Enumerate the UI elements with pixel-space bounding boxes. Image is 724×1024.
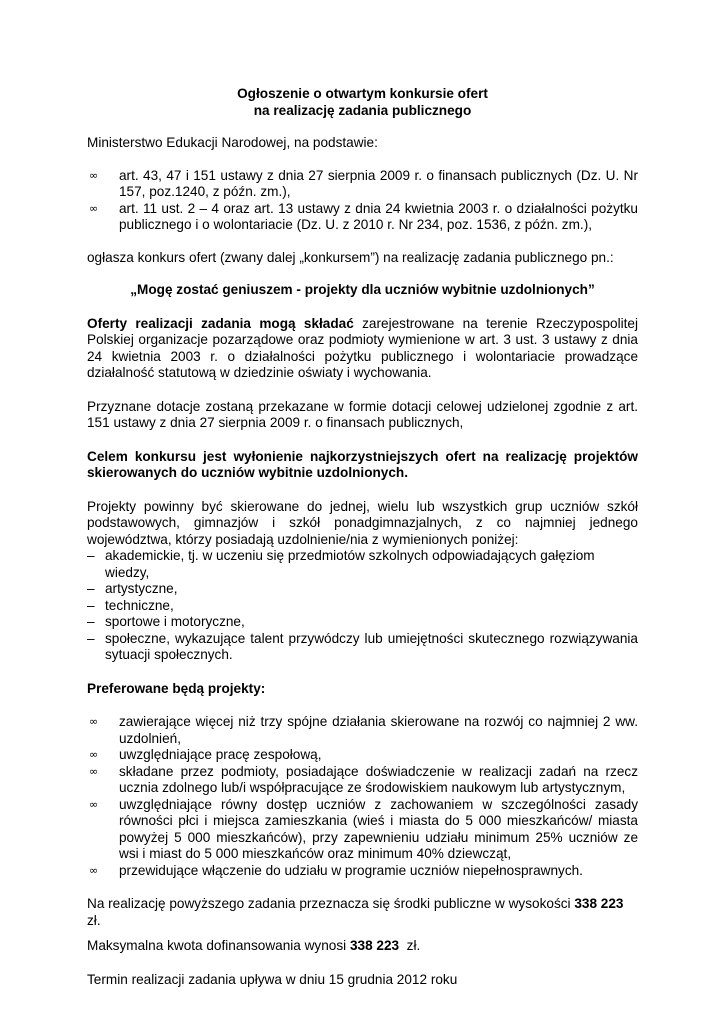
list-item: – akademickie, tj. w uczeniu się przedmiotów szkolnych odpowiadających gałęziom wiedzy, <box>87 548 595 580</box>
list-item: – artystyczne, <box>87 581 178 596</box>
document-body <box>87 78 638 988</box>
title-line-2: na realizację zadania publicznego <box>253 102 472 118</box>
document-title <box>87 86 638 119</box>
dash-bullet-icon: – <box>87 597 95 613</box>
infinity-bullet-icon: ∞ <box>89 748 99 761</box>
projects-intro-paragraph: Projekty powinny być skierowane do jednej, wielu lub wszystkich grup uczniów szkół podstawowych, gimnazjów i szkół ponadgimnazjalnych, z co najmniej jednego województwa, którzy posiadają uzdolnienie/nia z wymienionych poniżej: <box>87 498 638 547</box>
eligibility-lead: Oferty realizacji zadania mogą składać <box>87 315 354 331</box>
list-item: – sportowe i motoryczne, <box>87 614 245 629</box>
funds-paragraph: Na realizację powyższego zadania przeznacza się środki publiczne w wysokości 338 223 zł. <box>87 896 624 928</box>
preferred-list <box>87 714 638 879</box>
list-item: ∞ art. 11 ust. 2 – 4 oraz art. 13 ustawy z dnia 24 kwietnia 2003 r. o działalności pożytku publicznego i o wolontariacie (Dz. U. z 2010 r. Nr 234, poz. 1536, z późn. zm.), <box>89 200 638 232</box>
list-item: ∞ zawierające więcej niż trzy spójne działania skierowane na rozwój co najmniej 2 ww. uzdolnień, <box>89 714 638 746</box>
legal-bases-list <box>87 168 638 234</box>
list-item: ∞ składane przez podmioty, posiadające doświadczenie w realizacji zadań na rzecz ucznia zdolnego lub/i współpracujące ze środowiskiem naukowym lub artystycznym, <box>89 763 638 795</box>
deadline-paragraph: Termin realizacji zadania upływa w dniu 15 grudnia 2012 roku <box>87 971 458 987</box>
title-line-1: Ogłoszenie o otwartym konkursie ofert <box>237 86 488 101</box>
infinity-bullet-icon: ∞ <box>89 797 99 811</box>
list-item: ∞ uwzględniające pracę zespołową, <box>89 747 322 762</box>
dash-bullet-icon: – <box>87 581 95 596</box>
dash-bullet-icon: – <box>87 630 95 646</box>
infinity-bullet-icon: ∞ <box>89 168 99 182</box>
max-funding-amount: 338 223 <box>349 938 400 953</box>
program-title: „Mogę zostać geniuszem - projekty dla uczniów wybitnie uzdolnionych” <box>130 282 595 297</box>
list-item: – społeczne, wykazujące talent przywódczy lub umiejętności skutecznego rozwiązywania sytuacji społecznych. <box>87 630 638 662</box>
eligibility-text: zarejestrowane na terenie Rzeczypospolitej Polskiej organizacje pozarządowe oraz podmioty wymienione w art. 3 ust. 3 ustawy z dnia 24 kwietnia 2003 r. o działalności pożytku publicznego i wolontariacie prowadzące działalność statutową w dziedzinie oświaty i wychowania. <box>87 315 638 380</box>
goal-paragraph: Celem konkursu jest wyłonienie najkorzystniejszych ofert na realizację projektów skierowanych do uczniów wybitnie uzdolnionych. <box>87 448 638 480</box>
dash-bullet-icon: – <box>87 548 95 563</box>
infinity-bullet-icon: ∞ <box>89 863 99 877</box>
infinity-bullet-icon: ∞ <box>89 715 99 728</box>
funds-amount: 338 223 <box>574 896 624 911</box>
infinity-bullet-icon: ∞ <box>89 764 99 778</box>
talents-list <box>87 548 638 664</box>
eligibility-paragraph <box>87 316 638 382</box>
list-item: – techniczne, <box>87 597 174 613</box>
infinity-bullet-icon: ∞ <box>89 201 99 215</box>
max-funding-paragraph: Maksymalna kwota dofinansowania wynosi 338 223 zł. <box>87 938 421 953</box>
list-item: ∞ przewidujące włączenie do udziału w programie uczniów niepełnosprawnych. <box>89 862 583 878</box>
dash-bullet-icon: – <box>87 614 95 629</box>
list-item: ∞ uwzględniające równy dostęp uczniów z zachowaniem w szczególności zasady równości płci i miejsca zamieszkania (wieś i miasta do 5 000 mieszkańców/ miasta powyżej 5 000 mieszkańców), przy zapewnieniu udziału minimum 25% uczniów ze wsi i miast do 5 000 mieszkańców oraz minimum 40% dziewcząt, <box>89 796 638 861</box>
preferred-heading: Preferowane będą projekty: <box>87 680 266 696</box>
announce-paragraph: ogłasza konkurs ofert (zwany dalej „konkursem”) na realizację zadania publicznego pn.: <box>87 249 614 265</box>
grants-paragraph: Przyznane dotacje zostaną przekazane w formie dotacji celowej udzielonej zgodnie z art. 151 ustawy z dnia 27 sierpnia 2009 r. o finansach publicznych, <box>87 398 638 430</box>
list-item: ∞ art. 43, 47 i 151 ustawy z dnia 27 sierpnia 2009 r. o finansach publicznych (Dz. U. Nr 157, poz.1240, z późn. zm.), <box>89 167 638 199</box>
intro-paragraph: Ministerstwo Edukacji Narodowej, na podstawie: <box>87 135 378 150</box>
